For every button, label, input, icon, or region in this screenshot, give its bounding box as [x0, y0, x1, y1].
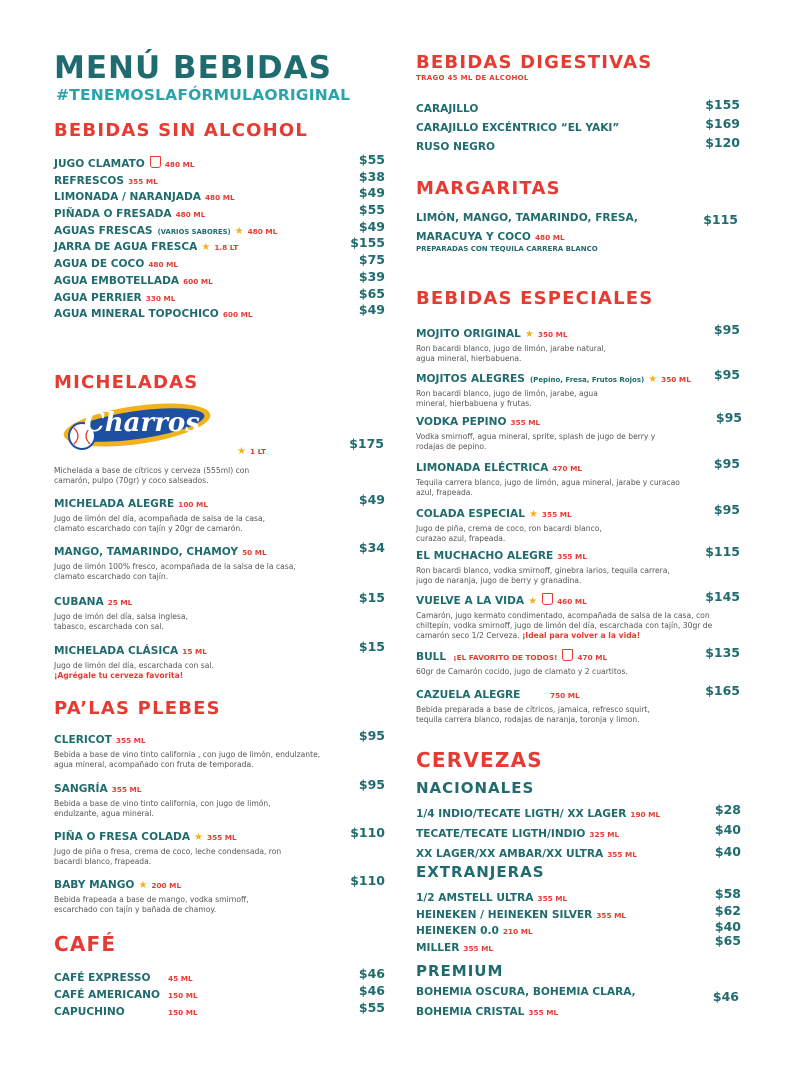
item-desc: Bebida preparada a base de cítricos, jamaica, refresco squirt, tequila carrera blanco, rodajas de naranja, toronja y limon.	[416, 705, 650, 724]
item-size: 50 ML	[242, 548, 267, 557]
item-name: HEINEKEN 0.0	[416, 925, 499, 937]
item-price: $28	[714, 802, 741, 817]
cafe-list	[54, 966, 385, 1017]
item-name: 1/2 AMSTELL ULTRA	[416, 892, 534, 904]
item-name: MILLER	[416, 941, 460, 954]
item-name: CLERICOT	[54, 734, 112, 746]
subsection-premium: PREMIUM	[416, 962, 504, 980]
item-size: 330 ML	[145, 293, 176, 303]
item-desc: Bebida frapeada a base de mango, vodka smirnoff, escarchado con tajín y bañada de chamoy.	[54, 895, 249, 914]
item-price: $95	[713, 322, 740, 337]
item-size: 325 ML	[589, 830, 620, 839]
item-name: AGUAS FRESCAS	[54, 224, 153, 237]
item-price: $58	[714, 886, 741, 901]
menu-item	[54, 873, 385, 915]
item-size: 190 ML	[630, 810, 661, 819]
digestivas-list	[416, 97, 740, 154]
item-size: 480 ML	[204, 193, 235, 203]
digestivas-note: TRAGO 45 ML DE ALCOHOL	[416, 74, 529, 82]
item-name: BULL	[416, 651, 447, 663]
nacionales-list	[416, 802, 741, 862]
item-name: LIMONADA / NARANJADA	[54, 191, 201, 204]
menu-item	[54, 169, 385, 186]
menu-item	[416, 802, 741, 822]
menu-item	[416, 886, 741, 903]
menu-item	[54, 966, 385, 983]
item-desc: Jugo de piña o fresa, crema de coco, leche condensada, ron bacardi blanco, frapeada.	[54, 847, 282, 866]
star-icon: ★	[528, 509, 538, 520]
item-price: $49	[358, 302, 385, 318]
item-name: CUBANA	[54, 596, 104, 608]
subsection-nacionales: NACIONALES	[416, 779, 535, 797]
item-name: BOHEMIA OSCURA, BOHEMIA CLARA,	[416, 986, 636, 998]
star-icon: ★	[234, 225, 244, 237]
item-price: $115	[705, 544, 740, 559]
premium-item	[416, 986, 741, 1019]
item-size: 15 ML	[182, 647, 207, 656]
item-size: 600 ML	[183, 276, 213, 286]
item-desc: Ron bacardi blanco, jugo de limón, jarabe, agua mineral, hierbabuena y frutas.	[416, 389, 598, 408]
item-name: MOJITO ORIGINAL	[416, 328, 521, 340]
item-size: 25 ML	[107, 598, 133, 607]
sin-alcohol-list	[54, 152, 385, 319]
item-name: 1/4 INDIO/TECATE LIGTH/ XX LAGER	[416, 808, 627, 820]
menu-item	[54, 219, 385, 236]
menu-item	[416, 589, 740, 641]
menu-item	[54, 202, 385, 219]
menu-item	[416, 322, 740, 364]
item-price: $175	[349, 436, 384, 451]
item-price: $55	[358, 1000, 385, 1015]
section-title-especiales: BEBIDAS ESPECIALES	[416, 288, 654, 309]
menu-item	[54, 286, 385, 303]
item-size: 355 ML	[537, 894, 568, 903]
menu-item	[416, 502, 740, 544]
item-name: AGUA EMBOTELLADA	[54, 274, 180, 287]
item-price: $169	[705, 116, 740, 131]
item-desc	[416, 611, 742, 641]
item-size: 480 ML	[247, 226, 278, 236]
item-price: $110	[350, 873, 385, 888]
item-price: $165	[705, 683, 740, 698]
item-desc: Jugo de limón del día, escarchada con sal.	[54, 661, 214, 670]
item-price: $95	[713, 367, 740, 382]
menu-item	[416, 842, 741, 862]
menu-item	[416, 645, 740, 677]
menu-item	[416, 367, 740, 409]
item-extra: ¡Agrégale tu cerveza favorita!	[54, 671, 184, 680]
item-price: $40	[714, 919, 741, 934]
star-icon: ★	[648, 374, 658, 385]
item-size: 480 ML	[164, 160, 195, 169]
item-price: $65	[714, 932, 741, 948]
item-price: $135	[705, 645, 740, 660]
item-name: CARAJILLO EXCÉNTRICO “EL YAKI”	[416, 122, 620, 134]
page-title: MENÚ BEBIDAS	[54, 50, 332, 86]
item-size: 45 ML	[168, 974, 193, 983]
item-name: CAZUELA ALEGRE	[416, 689, 521, 701]
menu-item	[54, 777, 385, 819]
menu-item	[416, 456, 740, 498]
item-desc: Michelada a base de cítricos y cerveza (555ml) con camarón, pulpo (70gr) y coco salseados.	[54, 466, 250, 485]
menu-item	[416, 932, 741, 954]
item-size: 460 ML	[557, 597, 587, 606]
item-size: 350 ML	[537, 330, 568, 339]
item-size: 210 ML	[502, 927, 533, 936]
item-name: JUGO CLAMATO	[54, 158, 145, 170]
item-price: $55	[358, 152, 385, 167]
item-price: $49	[358, 492, 385, 507]
item-price: $49	[358, 218, 385, 234]
menu-item	[54, 1000, 385, 1017]
item-name: AGUA PERRIER	[54, 291, 142, 304]
item-price: $34	[358, 540, 385, 555]
menu-item	[416, 822, 741, 842]
item-price: $155	[350, 235, 385, 251]
item-price: $95	[358, 777, 385, 792]
item-size: 470 ML	[552, 464, 582, 473]
item-extra: ¡Ideal para volver a la vida!	[521, 631, 641, 640]
item-name: XX LAGER/XX AMBAR/XX ULTRA	[416, 848, 604, 860]
menu-item	[416, 903, 741, 920]
item-desc: Jugo de limón 100% fresco, acompañada de la salsa de la casa, clamato escarchado con tajín.	[54, 562, 296, 581]
item-note: (VARIOS SABORES)	[157, 227, 231, 236]
item-note: PREPARADAS CON TEQUILA CARRERA BLANCO	[416, 245, 598, 253]
menu-item	[54, 825, 385, 867]
menu-item	[416, 410, 742, 452]
menu-item	[416, 97, 740, 116]
item-price: $115	[703, 212, 738, 227]
item-price: $62	[714, 902, 741, 918]
item-name: LIMÓN, MANGO, TAMARINDO, FRESA,	[416, 212, 638, 224]
menu-item	[416, 135, 740, 154]
item-desc: Vodka smirnoff, agua mineral, sprite, splash de jugo de berry y rodajas de pepino.	[416, 432, 656, 451]
item-size: 480 ML	[148, 260, 179, 270]
item-desc: Jugo de limón del día, acompañada de salsa de la casa, clamato escarchado con tajín y 20gr de camarón.	[54, 514, 266, 533]
item-size: 1.8 LT	[214, 243, 239, 253]
item-price: $95	[713, 456, 740, 471]
glass-icon	[542, 593, 553, 605]
section-title-digestivas: BEBIDAS DIGESTIVAS	[416, 52, 653, 73]
menu-item	[416, 544, 740, 586]
star-icon: ★	[524, 329, 534, 340]
item-price: $95	[715, 410, 742, 425]
item-desc: Jugo de imón del día, salsa inglesa, tabasco, escarchada con sal.	[54, 612, 188, 631]
item-size: 355 ML	[607, 850, 637, 859]
item-name-line2: MARACUYA Y COCO	[416, 231, 531, 243]
menu-item	[54, 302, 385, 319]
menu-item	[416, 919, 741, 936]
item-name: CAFÉ AMERICANO	[54, 989, 161, 1001]
menu-item	[54, 540, 385, 582]
menu-item	[54, 590, 385, 632]
item-desc: Bebida a base de vino tinto california , con jugo de limón, endulzante, agua mineral, acompañado con fruta de temporada.	[54, 750, 321, 769]
item-name: AGUA DE COCO	[54, 258, 145, 271]
item-note: (Pepino, Fresa, Frutos Rojos)	[529, 376, 645, 384]
item-size: 480 ML	[175, 210, 206, 220]
item-desc: Tequila carrera blanco, jugo de limón, agua mineral, jarabe y curacao azul, frapeada.	[416, 478, 680, 497]
item-price: $15	[358, 590, 385, 605]
item-size: 600 ML	[222, 310, 253, 320]
menu-item	[54, 269, 385, 286]
item-price: $15	[358, 639, 385, 654]
extranjeras-list	[416, 886, 741, 952]
item-name: JARRA DE AGUA FRESCA	[54, 241, 198, 254]
section-title-plebes: PA’LAS PLEBES	[54, 698, 221, 719]
item-note: ¡EL FAVORITO DE TODOS!	[453, 653, 558, 662]
item-size: 100 ML	[178, 500, 208, 509]
item-desc: Jugo de piña, crema de coco, ron bacardi blanco, curazao azul, frapeada.	[416, 524, 602, 543]
item-name: VUELVE A LA VIDA	[416, 595, 525, 607]
menu-item	[54, 983, 385, 1000]
item-size: 470 ML	[577, 653, 608, 662]
item-name-line2: BOHEMIA CRISTAL	[416, 1006, 525, 1018]
section-title-sin-alcohol: BEBIDAS SIN ALCOHOL	[54, 120, 309, 141]
item-price: $38	[358, 168, 385, 184]
item-name: MICHELADA CLÁSICA	[54, 645, 179, 657]
menu-item	[54, 639, 385, 681]
item-price: $120	[705, 135, 740, 150]
margaritas-item	[416, 212, 740, 253]
item-size: 355 ML	[207, 833, 237, 842]
menu-item	[416, 116, 740, 135]
star-icon: ★	[201, 242, 211, 254]
item-price: $46	[358, 966, 385, 981]
item-name: PIÑA O FRESA COLADA	[54, 831, 191, 843]
glass-icon	[150, 156, 161, 168]
item-name: LIMONADA ELÉCTRICA	[416, 462, 549, 474]
item-size: 355 ML	[510, 418, 541, 427]
hashtag: #TENEMOSLAFÓRMULAORIGINAL	[56, 86, 351, 104]
item-name: MOJITOS ALEGRES	[416, 373, 525, 385]
item-desc: Ron bacardi blanco, vodka smirnoff, ginebra larios, tequila carrera, jugo de naranja, jugo de berry y granadina.	[416, 566, 670, 585]
star-icon: ★	[194, 832, 203, 843]
item-size: 480 ML	[534, 233, 565, 242]
svg-text:Charros: Charros	[84, 408, 200, 438]
item-size: 355 ML	[111, 785, 142, 794]
item-name: CAPUCHINO	[54, 1006, 125, 1018]
item-price: $55	[358, 202, 385, 218]
item-price: $75	[358, 252, 385, 268]
item-price: $46	[712, 989, 739, 1004]
item-name: EL MUCHACHO ALEGRE	[416, 550, 554, 562]
item-size: 355 ML	[596, 910, 626, 920]
item-name: HEINEKEN / HEINEKEN SILVER	[416, 908, 593, 921]
item-name: BABY MANGO	[54, 879, 135, 891]
menu-item	[54, 152, 385, 169]
item-desc: Ron bacardi blanco, jugo de limón, jarabe natural, agua mineral, hierbabuena.	[416, 344, 607, 363]
section-title-micheladas: MICHELADAS	[54, 372, 199, 393]
item-name: SANGRÍA	[54, 783, 108, 795]
item-size: 355 ML	[115, 736, 146, 745]
item-size: 355 ML	[128, 176, 158, 186]
subsection-extranjeras: EXTRANJERAS	[416, 863, 545, 881]
menu-item	[416, 683, 740, 725]
item-price: $110	[350, 825, 385, 840]
item-price: $39	[358, 268, 385, 284]
item-name: MICHELADA ALEGRE	[54, 498, 175, 510]
item-price: $155	[705, 97, 740, 112]
item-name: COLADA ESPECIAL	[416, 508, 525, 520]
star-icon: ★	[528, 596, 538, 607]
item-name: CARAJILLO	[416, 103, 479, 115]
section-title-cafe: CAFÉ	[54, 932, 117, 956]
item-price: $145	[705, 589, 740, 604]
item-name: PIÑADA O FRESADA	[54, 208, 172, 221]
item-desc: Bebida a base de vino tinto california, con jugo de limón, endulzante, agua mineral.	[54, 799, 271, 818]
charros-logo	[60, 396, 210, 452]
item-price: $65	[358, 285, 385, 301]
item-size: 355 ML	[463, 943, 494, 953]
item-name: REFRESCOS	[54, 174, 125, 187]
item-size: 1 LT	[249, 447, 267, 456]
item-price: $46	[358, 983, 385, 998]
item-name: MANGO, TAMARINDO, CHAMOY	[54, 546, 239, 558]
item-size: 355 ML	[557, 552, 587, 561]
item-price: $95	[713, 502, 740, 517]
item-size: 355 ML	[528, 1008, 559, 1017]
star-icon: ★	[237, 446, 246, 457]
item-size: 750 ML	[550, 691, 580, 700]
item-price: $40	[714, 844, 741, 859]
item-desc-text: Camarón, jugo kermato condimentado, acompañada de salsa de la casa, con chiltepín, vodka smirnoff, jugo de limón del día, escarchada con tajín, 30gr de camarón seco 1/2 Cerveza.	[416, 611, 713, 640]
item-name: TECATE/TECATE LIGTH/INDIO	[416, 828, 586, 840]
item-size: 350 ML	[661, 375, 691, 384]
star-icon: ★	[138, 880, 148, 891]
section-title-cervezas: CERVEZAS	[416, 748, 543, 772]
item-size: 150 ML	[168, 1008, 198, 1017]
item-name: VODKA PEPINO	[416, 416, 507, 428]
item-price: $95	[358, 728, 385, 743]
item-name: CAFÉ EXPRESSO	[54, 972, 151, 984]
item-name: RUSO NEGRO	[416, 141, 496, 153]
glass-icon	[562, 649, 573, 661]
item-price: $40	[714, 822, 741, 837]
item-size: 355 ML	[541, 510, 572, 519]
section-title-margaritas: MARGARITAS	[416, 178, 561, 199]
item-size: 200 ML	[151, 881, 182, 890]
menu-item	[54, 252, 385, 269]
menu-item	[54, 235, 385, 252]
menu-item	[54, 185, 385, 202]
menu-item	[54, 728, 385, 770]
item-name: AGUA MINERAL TOPOCHICO	[54, 308, 219, 321]
item-price: $49	[358, 185, 385, 201]
item-desc: 60gr de Camarón cocido, jugo de clamato y 2 cuartitos.	[416, 667, 628, 676]
item-size: 150 ML	[168, 991, 198, 1000]
menu-item	[54, 492, 385, 534]
charros-size-wrap	[237, 439, 266, 458]
